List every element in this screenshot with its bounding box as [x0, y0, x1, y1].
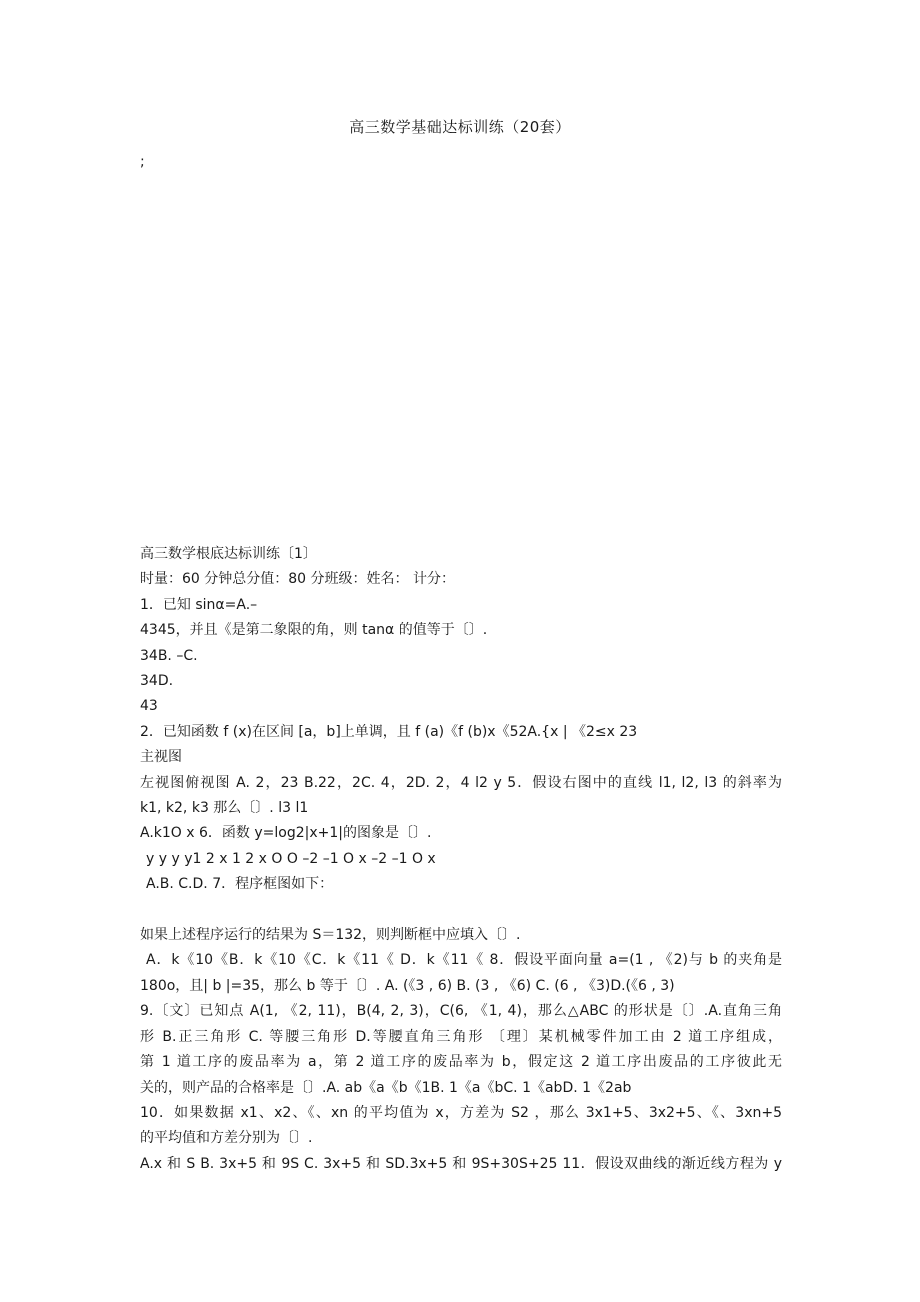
text-line: A.B. C.D. 7．程序框图如下： [146, 876, 334, 893]
document-title: 高三数学基础达标训练（20套） [349, 118, 571, 136]
text-line: 如果上述程序运行的结果为 S＝132，则判断框中应填入〔〕. [140, 927, 521, 944]
text-line: 10．如果数据 x1、x2、《、xn 的平均值为 x，方差为 S2 ，那么 3x1+5、3x2+5、《、3xn+5 [140, 1104, 782, 1121]
text-line: 34B. –C. [140, 647, 198, 664]
text-line: y y y y1 2 x 1 2 x O O –2 –1 O x –2 –1 O x [146, 850, 436, 867]
top-mark: ; [140, 154, 145, 170]
text-line: 180o，且| b |=35，那么 b 等于〔〕. A. (《3 , 6) B. (3 , 《6) C. (6 , 《3)D.(《6 , 3) [140, 977, 675, 994]
text-line: 43 [140, 698, 158, 715]
text-line: 左视图俯视图 A. 2，23 B.22，2C. 4，2D. 2，4 l2 y 5．假设右图中的直线 l1, l2, l3 的斜率为 [140, 774, 782, 791]
text-line: 4345，并且《是第二象限的角，则 tanα 的值等于〔〕. [140, 622, 488, 639]
text-line: 高三数学根底达标训练〔1〕 [140, 546, 317, 562]
text-line: 34D. [140, 673, 174, 690]
text-line: 第 1 道工序的废品率为 a，第 2 道工序的废品率为 b，假定这 2 道工序出废品的工序彼此无 [140, 1054, 782, 1071]
text-line: 9.〔文〕已知点 A(1, 《2, 11)，B(4, 2, 3)，C(6, 《1, 4)，那么△ABC 的形状是〔〕.A.直角三角 [140, 1003, 782, 1020]
text-line: 时量：60 分钟总分值：80 分班级：姓名： 计分： [140, 571, 455, 588]
blank-line [140, 898, 782, 923]
text-line: A.k1O x 6．函数 y=log2|x+1|的图象是〔〕. [140, 825, 432, 842]
text-line: 的平均值和方差分别为〔〕. [140, 1130, 313, 1147]
text-line: 2．已知函数 f (x)在区间 [a，b]上单调，且 f (a)《f (b)x《52A.{x | 《2≤x 23 [140, 723, 638, 740]
text-line: A．k《10《B．k《10《C．k《11《 D．k《11《 8．假设平面向量 a=(1 , 《2)与 b 的夹角是 [146, 952, 782, 969]
text-line: 形 B.正三角形 C. 等腰三角形 D.等腰直角三角形 〔理〕某机械零件加工由 2 道工序组成， [140, 1028, 782, 1045]
document-body [140, 542, 782, 1177]
text-line: 主视图 [140, 749, 182, 766]
text-line: 1．已知 sinα=A.– [140, 596, 258, 613]
text-line: k1, k2, k3 那么〔〕. l3 l1 [140, 800, 309, 817]
text-line: A.x 和 S B. 3x+5 和 9S C. 3x+5 和 SD.3x+5 和 9S+30S+25 11．假设双曲线的渐近线方程为 y [140, 1155, 782, 1172]
text-line: 关的，则产品的合格率是〔〕.A. ab《a《b《1B. 1《a《bC. 1《abD. 1《2ab [140, 1079, 632, 1096]
